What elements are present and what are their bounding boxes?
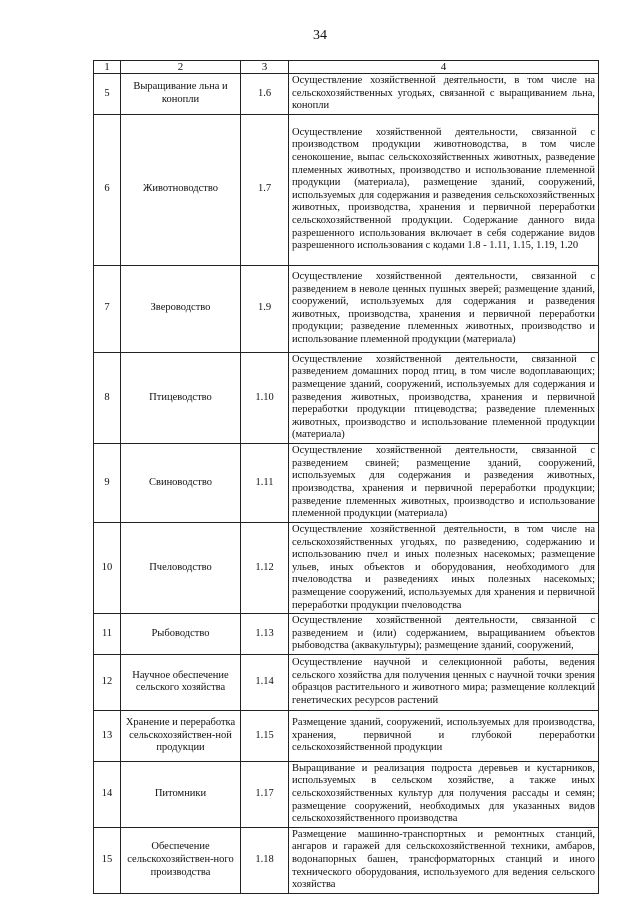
land-use-name: Рыбоводство [121, 614, 241, 655]
land-use-description: Осуществление хозяйственной деятельности, связанной с разведением домашних пород птиц, в том числе водоплавающих; размещение зданий, сооружений, используемых для содержания и разведения животных, производства, хранения и первичной переработки продукции птицеводства; разведение племенных животных, производство и использование племенной продукции (материала) [289, 352, 599, 443]
table-row [94, 352, 599, 443]
land-use-description: Осуществление научной и селекционной работы, ведения сельского хозяйства для получения ценных с научной точки зрения образцов растительного и животного мира; размещение коллекций генетических ресурсов растений [289, 654, 599, 710]
land-use-code: 1.10 [241, 352, 289, 443]
table-row [94, 654, 599, 710]
table-row [94, 265, 599, 352]
table-row [94, 614, 599, 655]
land-use-name: Животноводство [121, 114, 241, 265]
land-use-code: 1.17 [241, 761, 289, 827]
land-use-description: Размещение машинно-транспортных и ремонтных станций, ангаров и гаражей для сельскохозяйственной техники, амбаров, водонапорных башен, трансформаторных станций и иного технического оборудования, используемого для ведения сельского хозяйства [289, 827, 599, 893]
land-use-description: Осуществление хозяйственной деятельности, связанной с разведением в неволе ценных пушных зверей; размещение зданий, сооружений, используемых для содержания и разведения животных, производства, хранения и первичной переработки продукции; разведение племенных животных, производство и использование племенной продукции (материала) [289, 265, 599, 352]
land-use-description: Осуществление хозяйственной деятельности, связанной с разведением и (или) содержанием, выращиванием объектов рыбоводства (аквакультуры); размещение зданий, сооружений, [289, 614, 599, 655]
land-use-code: 1.7 [241, 114, 289, 265]
land-use-description: Осуществление хозяйственной деятельности, связанной с производством продукции животноводства, в том числе сенокошение, выпас сельскохозяйственных животных, разведение племенных животных, производство и использование племенной продукции (материала), размещение зданий, сооружений, используемых для содержания и разведения сельскохозяйственных животных, производства, хранения и первичной переработки сельскохозяйственной продукции. Содержание данного вида разрешенного использования включает в себя содержание видов разрешенного использования с кодами 1.8 - 1.11, 1.15, 1.19, 1.20 [289, 114, 599, 265]
row-number: 13 [94, 710, 121, 761]
land-use-name: Выращивание льна и конопли [121, 74, 241, 115]
land-use-description: Осуществление хозяйственной деятельности, в том числе на сельскохозяйственных угодьях, по разведению, содержанию и использованию пчел и иных полезных насекомых; размещение ульев, иных объектов и оборудования, необходимого для пчеловодства и разведениях иных полезных насекомых; размещение сооружений, используемых для хранения и первичной переработки продукции пчеловодства [289, 522, 599, 613]
table-row [94, 114, 599, 265]
land-use-name: Звероводство [121, 265, 241, 352]
land-use-name: Питомники [121, 761, 241, 827]
land-use-description: Размещение зданий, сооружений, используемых для производства, хранения, первичной и глубокой переработки сельскохозяйственной продукции [289, 710, 599, 761]
header-row [94, 61, 599, 74]
header-col-4: 4 [289, 61, 599, 74]
land-use-description: Выращивание и реализация подроста деревьев и кустарников, используемых в сельском хозяйстве, а также иных сельскохозяйственных культур для получения рассады и семян; размещение сооружений, необходимых для указанных видов сельскохозяйственного производства [289, 761, 599, 827]
row-number: 15 [94, 827, 121, 893]
row-number: 11 [94, 614, 121, 655]
land-use-name: Пчеловодство [121, 522, 241, 613]
table-row [94, 827, 599, 893]
land-use-code: 1.12 [241, 522, 289, 613]
row-number: 6 [94, 114, 121, 265]
land-use-code: 1.18 [241, 827, 289, 893]
table-row [94, 710, 599, 761]
land-use-name: Свиноводство [121, 443, 241, 522]
table-row [94, 761, 599, 827]
land-use-name: Птицеводство [121, 352, 241, 443]
row-number: 10 [94, 522, 121, 613]
table-row [94, 443, 599, 522]
land-use-description: Осуществление хозяйственной деятельности, связанной с разведением свиней; размещение зданий, сооружений, используемых для содержания и разведения животных, производства, хранения и первичной переработки продукции; разведение племенных животных, производство и использование племенной продукции (материала) [289, 443, 599, 522]
row-number: 9 [94, 443, 121, 522]
land-use-name: Обеспечение сельскохозяйствен-ного производства [121, 827, 241, 893]
land-use-code: 1.6 [241, 74, 289, 115]
row-number: 5 [94, 74, 121, 115]
row-number: 12 [94, 654, 121, 710]
land-use-table [93, 60, 599, 894]
land-use-code: 1.15 [241, 710, 289, 761]
land-use-name: Хранение и переработка сельскохозяйствен-ной продукции [121, 710, 241, 761]
header-col-1: 1 [94, 61, 121, 74]
land-use-code: 1.14 [241, 654, 289, 710]
row-number: 7 [94, 265, 121, 352]
row-number: 8 [94, 352, 121, 443]
land-use-description: Осуществление хозяйственной деятельности, в том числе на сельскохозяйственных угодьях, связанной с выращиванием льна, конопли [289, 74, 599, 115]
header-col-3: 3 [241, 61, 289, 74]
table-row [94, 522, 599, 613]
land-use-code: 1.9 [241, 265, 289, 352]
land-use-code: 1.11 [241, 443, 289, 522]
page-number: 34 [313, 28, 327, 43]
land-use-name: Научное обеспечение сельского хозяйства [121, 654, 241, 710]
table-row [94, 74, 599, 115]
row-number: 14 [94, 761, 121, 827]
header-col-2: 2 [121, 61, 241, 74]
land-use-code: 1.13 [241, 614, 289, 655]
